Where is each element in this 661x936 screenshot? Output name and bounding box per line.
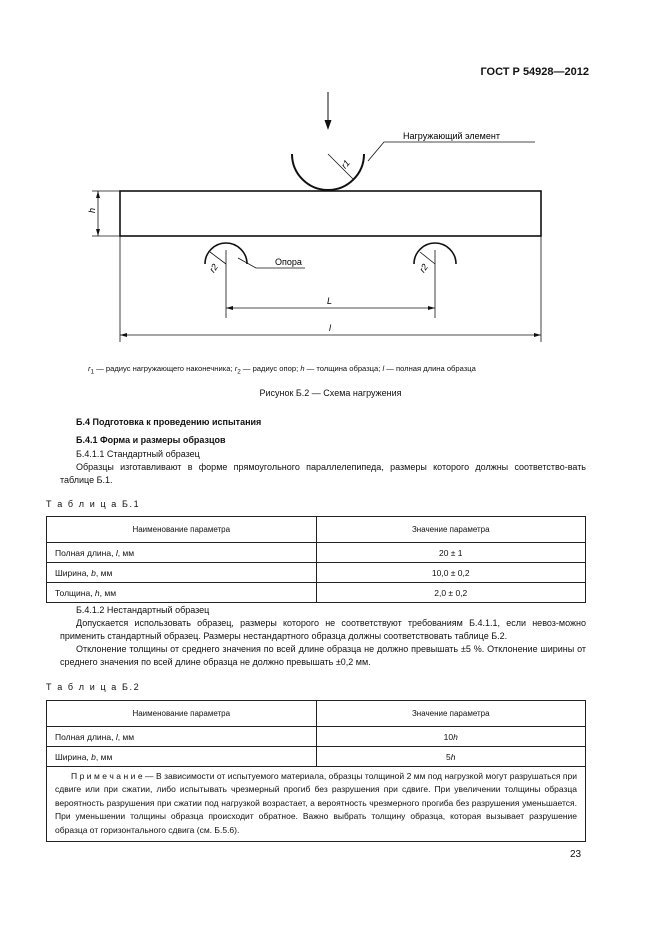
table1-cell-param: Толщина, h, мм <box>47 583 317 603</box>
table2-header-value: Значение параметра <box>316 701 585 727</box>
l-label: l <box>329 323 331 333</box>
table1-caption: Т а б л и ц а Б.1 <box>46 499 141 509</box>
specimen <box>120 191 541 236</box>
table2-header-param: Наименование параметра <box>47 701 317 727</box>
table2-note <box>47 767 586 842</box>
table-row <box>47 563 586 583</box>
table1-cell-param: Ширина, b, мм <box>47 563 317 583</box>
L-arrow-right <box>428 306 435 310</box>
table2-cell-value: 5h <box>316 747 585 767</box>
l-arrow-left <box>120 333 127 337</box>
para-b412-2: Отклонение толщины от среднего значения по всей длине образца не должно превышать ±5 %. Отклонение ширины от среднего значения по всей длине образца не должно превышать ±0,2 мм. <box>60 644 586 667</box>
load-arrow-head <box>325 120 332 130</box>
r1-label: r1 <box>339 157 352 171</box>
loading-element-leader <box>368 142 535 161</box>
table2-cell-value: 10h <box>316 727 585 747</box>
para-b411: Образцы изготавливают в форме прямоугольного параллелепипеда, размеры которого должны соответство-вать таблице Б.1. <box>60 462 586 485</box>
table1-cell-value: 2,0 ± 0,2 <box>316 583 585 603</box>
table1-header-param: Наименование параметра <box>47 517 317 543</box>
r2-radius-line-left <box>210 252 226 264</box>
support-label: Опора <box>275 257 302 267</box>
figure-caption: Рисунок Б.2 — Схема нагружения <box>259 388 402 398</box>
loading-element <box>292 154 364 190</box>
note-label: П р и м е ч а н и е — <box>71 771 154 781</box>
h-arrow-top <box>96 191 100 198</box>
table-b2 <box>46 700 586 842</box>
item-b411: Б.4.1.1 Стандартный образец <box>76 449 200 459</box>
r2-label-left: r2 <box>207 262 221 275</box>
heading-b41: Б.4.1 Форма и размеры образцов <box>76 435 226 445</box>
table-row <box>47 747 586 767</box>
r2-label-right: r2 <box>417 262 431 275</box>
l-arrow-right <box>534 333 541 337</box>
table2-cell-param: Ширина, b, мм <box>47 747 317 767</box>
loading-element-label: Нагружающий элемент <box>403 131 500 141</box>
table-b1 <box>46 516 586 603</box>
loading-scheme-figure <box>0 0 661 360</box>
table-row <box>47 583 586 603</box>
item-b412: Б.4.1.2 Нестандартный образец <box>76 605 210 615</box>
table1-cell-value: 10,0 ± 0,2 <box>316 563 585 583</box>
h-label: h <box>87 207 97 213</box>
figure-legend: $r_1$ — радиус нагружающего наконечника; $r_2$ — радиус опор; h — толщина образца; l — полная длина образца <box>88 364 476 376</box>
standard-number: ГОСТ Р 54928—2012 <box>480 66 589 78</box>
table1-cell-param: Полная длина, l, мм <box>47 543 317 563</box>
table2-note-row <box>47 767 586 842</box>
table2-caption: Т а б л и ц а Б.2 <box>46 682 141 692</box>
table2-header-row <box>47 701 586 727</box>
para-b412-1: Допускается использовать образец, размеры которого не соответствуют требованиям Б.4.1.1, если невоз-можно применить стандартный образец. Размеры нестандартного образца должны соответствовать таблице Б.2. <box>60 618 586 641</box>
page-number: 23 <box>570 849 582 860</box>
heading-b4: Б.4 Подготовка к проведению испытания <box>76 417 262 427</box>
L-arrow-left <box>226 306 233 310</box>
table1-cell-value: 20 ± 1 <box>316 543 585 563</box>
h-arrow-bottom <box>96 229 100 236</box>
table-row <box>47 543 586 563</box>
note-text: В зависимости от испытуемого материала, образцы толщиной 2 мм под нагрузкой могут разрушаться при сдвиге или при сжатии, либо испытывать чрезмерный прогиб без разрушения при сдвиге. При увеличении толщины образца вероятность разрушения при сжатии под нагрузкой возрастает, а вероятность чрезмерного прогиба без разрушения уменьшается. При уменьшении толщины образца происходит обратное. Важно выбрать толщину образца, которая вызывает разрушение образца от горизонтального сдвига (см. Б.5.6). <box>55 771 577 835</box>
L-label: L <box>327 296 333 306</box>
table1-header-value: Значение параметра <box>316 517 585 543</box>
table-row <box>47 727 586 747</box>
table2-cell-param: Полная длина, l, мм <box>47 727 317 747</box>
r1-radius-line <box>328 154 354 180</box>
r2-radius-line-right <box>420 252 435 264</box>
table1-header-row <box>47 517 586 543</box>
